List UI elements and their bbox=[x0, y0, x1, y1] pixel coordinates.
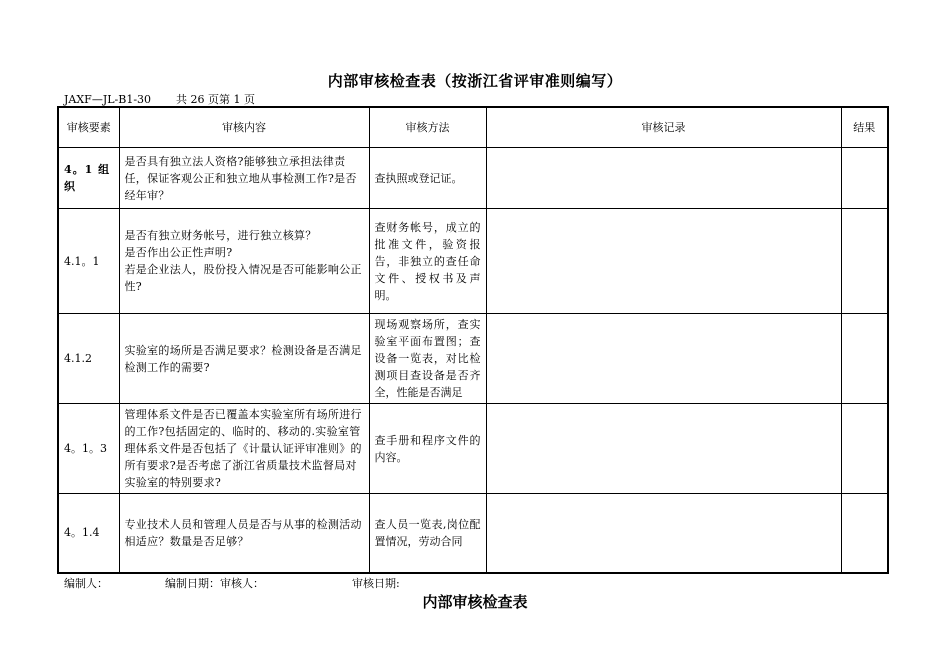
table-row bbox=[58, 494, 888, 573]
row-method: 查手册和程序文件的内容。 bbox=[369, 404, 486, 494]
row-result[interactable] bbox=[841, 148, 888, 209]
row-record[interactable] bbox=[486, 148, 841, 209]
row-record[interactable] bbox=[486, 494, 841, 573]
table-header-row bbox=[58, 107, 888, 148]
row-method: 查执照或登记证。 bbox=[369, 148, 486, 209]
row-result[interactable] bbox=[841, 404, 888, 494]
row-element: 4。1.4 bbox=[58, 494, 119, 573]
header-audit-content: 审核内容 bbox=[119, 107, 369, 148]
row-element: 4.1.2 bbox=[58, 314, 119, 404]
table-row bbox=[58, 209, 888, 314]
row-method: 查财务帐号，成立的批准文件，验资报告，非独立的查任命文件、授权书及声明。 bbox=[369, 209, 486, 314]
row-record[interactable] bbox=[486, 209, 841, 314]
row-method: 现场观察场所，查实验室平面布置图；查设备一览表，对比检测项目查设备是否齐全，性能是否满足 bbox=[369, 314, 486, 404]
compiler-label: 编制人： bbox=[64, 577, 108, 590]
header-audit-element: 审核要素 bbox=[58, 107, 119, 148]
table-row bbox=[58, 148, 888, 209]
row-element: 4。1。3 bbox=[58, 404, 119, 494]
audit-checklist-table bbox=[57, 106, 889, 574]
page-info: 共 26 页第 1 页 bbox=[176, 93, 255, 106]
next-page-title: 内部审核检查表 bbox=[422, 593, 528, 611]
header-result: 结果 bbox=[841, 107, 888, 148]
row-result[interactable] bbox=[841, 314, 888, 404]
row-content: 管理体系文件是否已覆盖本实验室所有场所进行的工作?包括固定的、临时的、移动的.实验室管理体系文件是否包括了《计量认证评审准则》的所有要求?是否考虑了浙江省质量技术监督局对实验室的特别要求? bbox=[119, 404, 369, 494]
compile-date-label: 编制日期：审核人： bbox=[165, 577, 264, 590]
row-content: 专业技术人员和管理人员是否与从事的检测活动相适应？数量是否足够？ bbox=[119, 494, 369, 573]
row-result[interactable] bbox=[841, 209, 888, 314]
header-audit-record: 审核记录 bbox=[486, 107, 841, 148]
audit-date-label: 审核日期: bbox=[352, 577, 400, 590]
row-record[interactable] bbox=[486, 404, 841, 494]
row-method: 查人员一览表,岗位配置情况，劳动合同 bbox=[369, 494, 486, 573]
header-audit-method: 审核方法 bbox=[369, 107, 486, 148]
row-content: 是否具有独立法人资格?能够独立承担法律责任，保证客观公正和独立地从事检测工作?是否经年审？ bbox=[119, 148, 369, 209]
row-content: 是否有独立财务帐号，进行独立核算？ 是否作出公正性声明? 若是企业法人，股份投入情况是否可能影响公正性? bbox=[119, 209, 369, 314]
table-row bbox=[58, 314, 888, 404]
row-record[interactable] bbox=[486, 314, 841, 404]
signature-footer bbox=[64, 575, 400, 591]
table-row bbox=[58, 404, 888, 494]
row-element: 4。1 组织 bbox=[58, 148, 119, 209]
document-meta bbox=[64, 91, 255, 107]
row-element: 4.1。1 bbox=[58, 209, 119, 314]
row-content: 实验室的场所是否满足要求？检测设备是否满足检测工作的需要? bbox=[119, 314, 369, 404]
document-code: JAXF—JL-B1-30 bbox=[64, 93, 152, 106]
page-title: 内部审核检查表（按浙江省评审准则编写） bbox=[327, 72, 623, 90]
row-result[interactable] bbox=[841, 494, 888, 573]
